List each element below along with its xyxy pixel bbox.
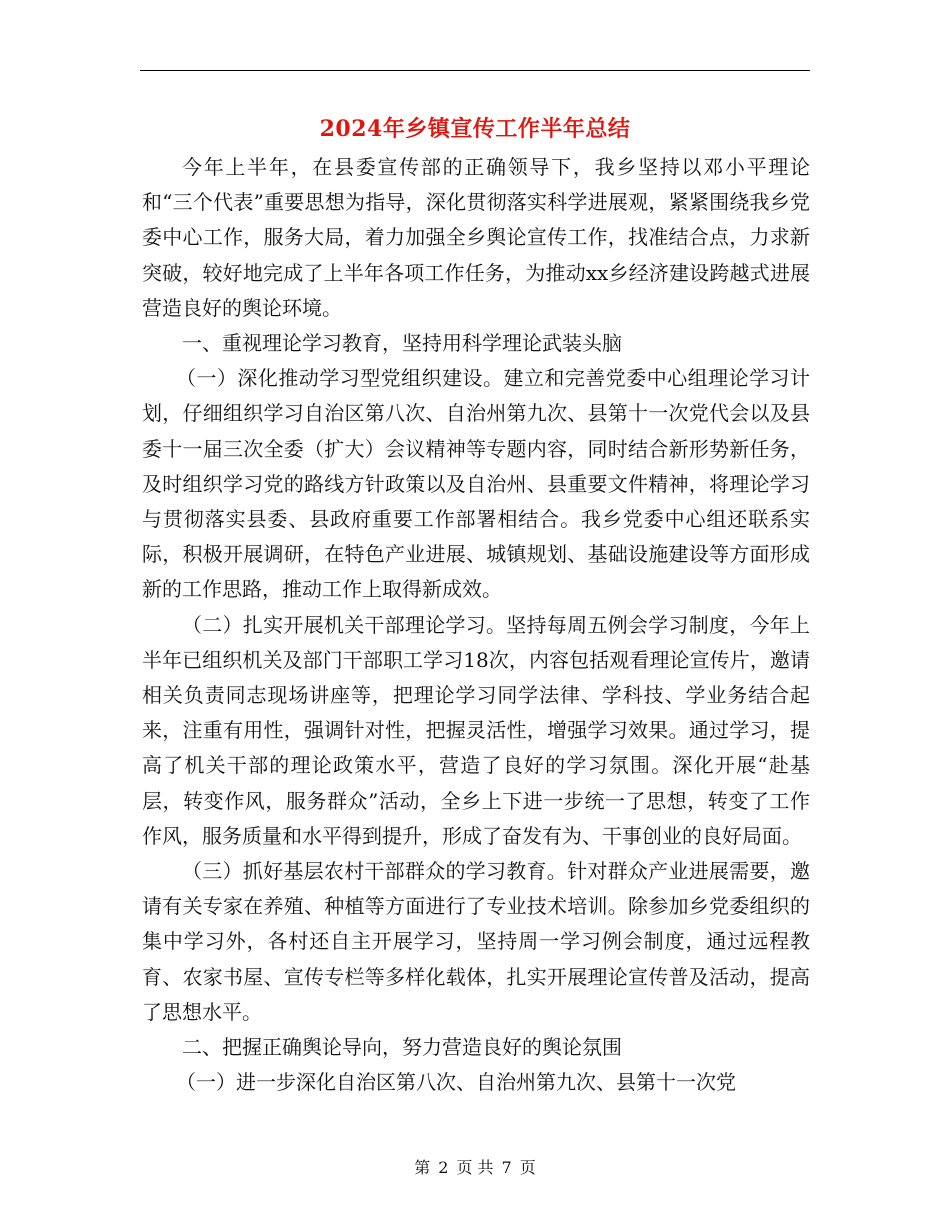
intro-paragraph: 今年上半年，在县委宣传部的正确领导下，我乡坚持以邓小平理论和“三个代表”重要思想为指导，深化贯彻落实科学进展观，紧紧围绕我乡党委中心工作，服务大局，着力加强全乡舆论宣传工作，找准结合点，力求新突破，较好地完成了上半年各项工作任务，为推动xx乡经济建设跨越式进展营造良好的舆论环境。 bbox=[142, 155, 810, 320]
page-current: 2 bbox=[438, 1158, 449, 1177]
page-mid: 页 共 bbox=[456, 1158, 494, 1177]
subsection-1-1: （一）深化推动学习型党组织建设。建立和完善党委中心组理论学习计划，仔细组织学习自治区第八次、自治州第九次、县第十一次党代会以及县委十一届三次全委（扩大）会议精神等专题内容，同时结合新形势新任务，及时组织学习党的路线方针政策以及自治州、县重要文件精神，将理论学习与贯彻落实县委、县政府重要工作部署相结合。我乡党委中心组还联系实际，积极开展调研，在特色产业进展、城镇规划、基础设施建设等方面形成新的工作思路，推动工作上取得新成效。 bbox=[142, 366, 810, 602]
header-rule bbox=[140, 70, 810, 71]
section-heading-2: 二、把握正确舆论导向，努力营造良好的舆论氛围 bbox=[182, 1035, 622, 1060]
document-title: 2024年乡镇宣传工作半年总结 bbox=[319, 116, 631, 142]
page-footer bbox=[0, 1155, 950, 1178]
page-total: 7 bbox=[501, 1158, 512, 1177]
subsection-2-1: （一）进一步深化自治区第八次、自治州第九次、县第十一次党 bbox=[176, 1070, 736, 1095]
section-heading-1: 一、重视理论学习教育，坚持用科学理论武装头脑 bbox=[182, 331, 622, 356]
subsection-1-3: （三）抓好基层农村干部群众的学习教育。针对群众产业进展需要，邀请有关专家在养殖、种植等方面进行了专业技术培训。除参加乡党委组织的集中学习外，各村还自主开展学习，坚持周一学习例会制度，通过远程教育、农家书屋、宣传专栏等多样化载体，扎实开展理论宣传普及活动，提高了思想水平。 bbox=[142, 859, 810, 1024]
page-suffix: 页 bbox=[519, 1158, 536, 1177]
document-body bbox=[142, 150, 810, 1100]
page-prefix: 第 bbox=[414, 1158, 431, 1177]
subsection-1-2: （二）扎实开展机关干部理论学习。坚持每周五例会学习制度，今年上半年已组织机关及部门干部职工学习18次，内容包括观看理论宣传片，邀请相关负责同志现场讲座等，把理论学习同学法律、学科技、学业务结合起来，注重有用性，强调针对性，把握灵活性，增强学习效果。通过学习，提高了机关干部的理论政策水平，营造了良好的学习氛围。深化开展“赴基层，转变作风，服务群众”活动，全乡上下进一步统一了思想，转变了工作作风，服务质量和水平得到提升，形成了奋发有为、干事创业的良好局面。 bbox=[142, 612, 810, 848]
